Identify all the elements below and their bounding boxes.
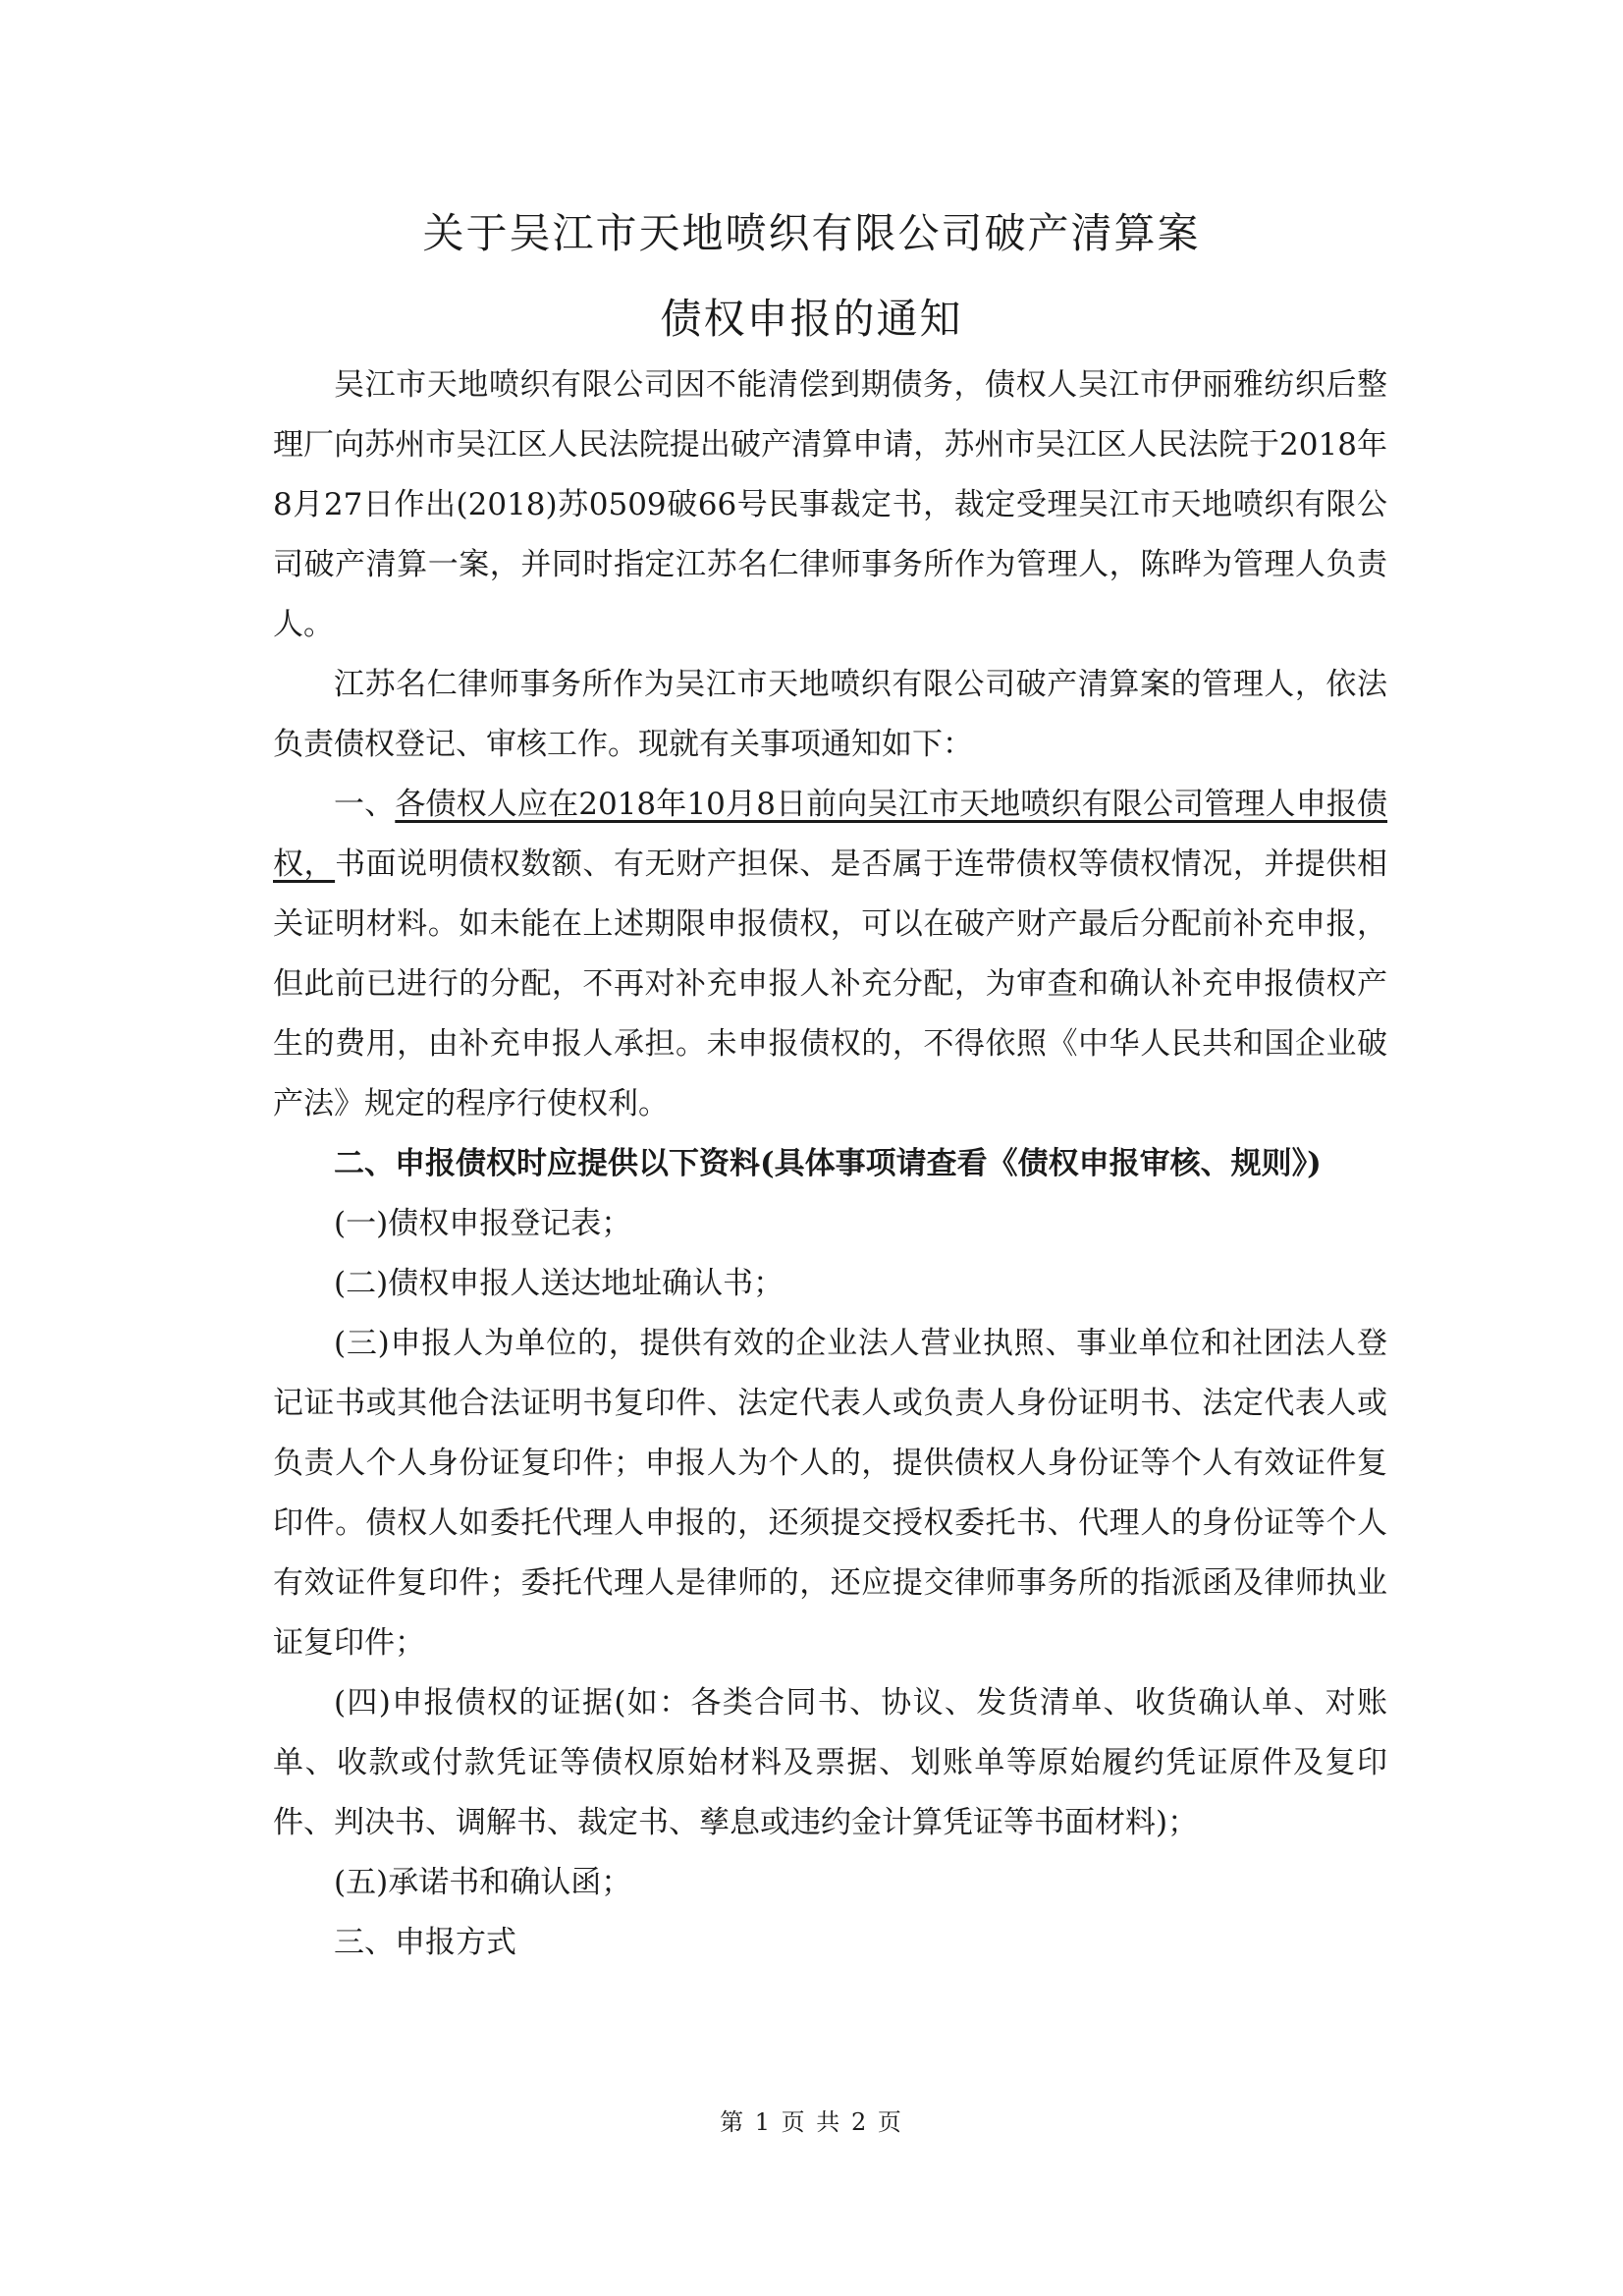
list-item-1: (一)债权申报登记表； — [334, 1206, 632, 1241]
document-title-line1: 关于吴江市天地喷织有限公司破产清算案 — [422, 209, 1201, 257]
list-item-2: (二)债权申报人送达地址确认书； — [334, 1266, 784, 1301]
list-item-5: (五)承诺书和确认函； — [334, 1865, 632, 1900]
paragraph-section-3-heading: 三、申报方式 — [334, 1925, 516, 1960]
list-item-3: (三)申报人为单位的，提供有效的企业法人营业执照、事业单位和社团法人登记证书或其他合法证明书复印件、法定代表人或负责人身份证明书、法定代表人或负责人个人身份证复印件；申报人为个人的，提供债权人身份证等个人有效证件复印件。债权人如委托代理人申报的，还须提交授权委托书、代理人的身份证等个人有效证件复印件；委托代理人是律师的，还应提交律师事务所的指派函及律师执业证复印件； — [273, 1326, 1387, 1661]
list-item-4: (四)申报债权的证据(如：各类合同书、协议、发货清单、收货确认单、对账单、收款或付款凭证等债权原始材料及票据、划账单等原始履约凭证原件及复印件、判决书、调解书、裁定书、孳息或违约金计算凭证等书面材料)； — [273, 1685, 1387, 1840]
paragraph-intro: 吴江市天地喷织有限公司因不能清偿到期债务，债权人吴江市伊丽雅纺织后整理厂向苏州市吴江区人民法院提出破产清算申请，苏州市吴江区人民法院于2018年8月27日作出(2018)苏0509破66号民事裁定书，裁定受理吴江市天地喷织有限公司破产清算一案，并同时指定江苏名仁律师事务所作为管理人，陈晔为管理人负责人。 — [273, 367, 1387, 642]
paragraph-section-2-heading: 二、申报债权时应提供以下资料(具体事项请查看《债权申报审核、规则》) — [334, 1146, 1322, 1181]
document-body — [273, 355, 1387, 1973]
section-1-number: 一、 — [334, 787, 396, 822]
paragraph-manager: 江苏名仁律师事务所作为吴江市天地喷织有限公司破产清算案的管理人，依法负责债权登记、审核工作。现就有关事项通知如下： — [273, 667, 1387, 762]
section-1-detail: 书面说明债权数额、有无财产担保、是否属于连带债权等债权情况，并提供相关证明材料。如未能在上述期限申报债权，可以在破产财产最后分配前补充申报，但此前已进行的分配，不再对补充申报人补充分配，为审查和确认补充申报债权产生的费用，由补充申报人承担。未申报债权的，不得依照《中华人民共和国企业破产法》规定的程序行使权利。 — [273, 847, 1388, 1121]
section-1-deadline-emphasis: 各债权人应在2018年10月8日前向吴江市天地喷织有限公司管理人申报债权， — [273, 787, 1388, 882]
document-title-line2: 债权申报的通知 — [660, 295, 963, 343]
paragraph-section-1 — [273, 775, 1387, 1134]
page-number-footer: 第 1 页 共 2 页 — [720, 2108, 903, 2136]
